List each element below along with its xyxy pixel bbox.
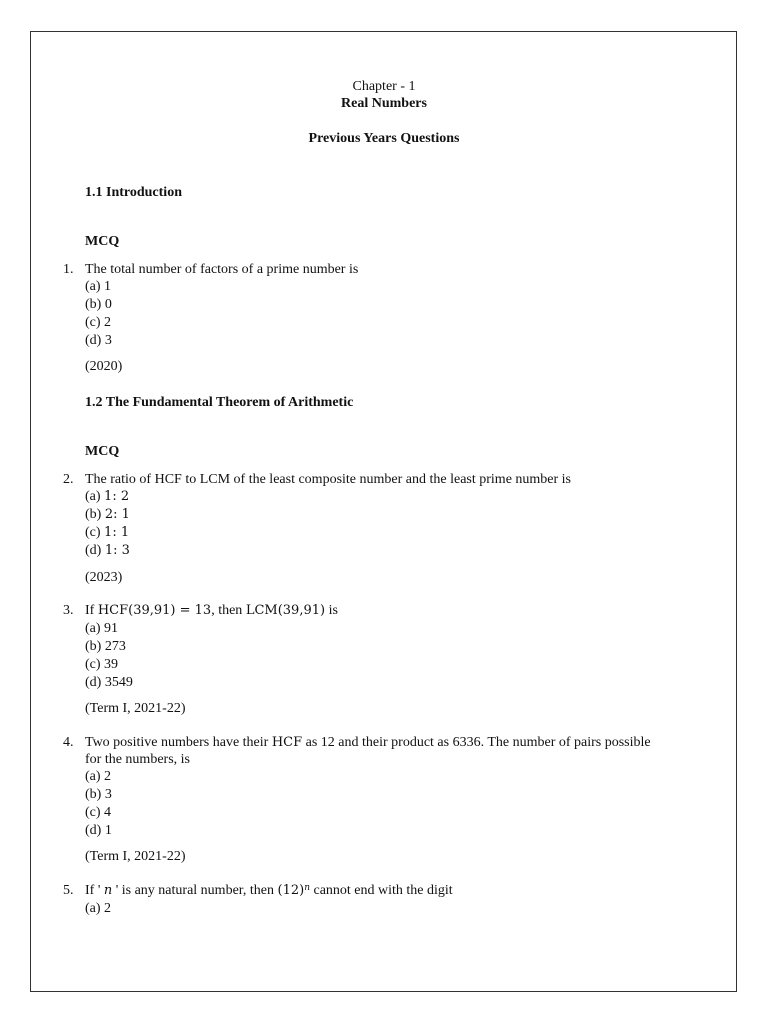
- question-text: The ratio of HCF to LCM of the least composite number and the least prime number is: [85, 472, 572, 487]
- option-b: (b) 0: [85, 297, 112, 312]
- question-text: The total number of factors of a prime number is: [85, 262, 359, 277]
- question-number: 4.: [63, 735, 74, 750]
- chapter-label: Chapter - 1: [352, 79, 416, 94]
- section-heading: 1.2 The Fundamental Theorem of Arithmetic: [85, 395, 354, 410]
- option-d: (d) 1: 3: [85, 543, 130, 558]
- option-b: (b) 3: [85, 787, 112, 802]
- question-text: If ' n ' is any natural number, then $(12)^n$ cannot end with the digit: [85, 883, 453, 898]
- question-number: 3.: [63, 603, 74, 618]
- option-c: (c) 2: [85, 315, 112, 330]
- chapter-title: Real Numbers: [341, 96, 427, 111]
- question-year: (2023): [85, 570, 123, 585]
- question-text-line2: for the numbers, is: [85, 752, 190, 767]
- option-a: (a) 1: [85, 279, 112, 294]
- question-number: 1.: [63, 262, 74, 277]
- section-type-label: MCQ: [85, 234, 120, 249]
- question-text: If HCF(39,91) = 13, then LCM(39,91) is: [85, 603, 338, 618]
- question-number: 5.: [63, 883, 74, 898]
- option-a: (a) 91: [85, 621, 119, 636]
- question-year: (Term I, 2021-22): [85, 849, 186, 864]
- option-d: (d) 3549: [85, 675, 133, 690]
- section-type-label: MCQ: [85, 444, 120, 459]
- option-d: (d) 1: [85, 823, 112, 838]
- section-heading: 1.1 Introduction: [85, 185, 182, 200]
- option-b: (b) 273: [85, 639, 126, 654]
- option-a: (a) 1: 2: [85, 489, 130, 504]
- question-year: (2020): [85, 359, 123, 374]
- option-c: (c) 39: [85, 657, 119, 672]
- option-c: (c) 4: [85, 805, 112, 820]
- option-a: (a) 2: [85, 769, 112, 784]
- option-d: (d) 3: [85, 333, 112, 348]
- question-year: (Term I, 2021-22): [85, 701, 186, 716]
- question-number: 2.: [63, 472, 74, 487]
- option-b: (b) 2: 1: [85, 507, 130, 522]
- option-c: (c) 1: 1: [85, 525, 130, 540]
- option-a: (a) 2: [85, 901, 112, 916]
- question-text: Two positive numbers have their HCF as 12 and their product as 6336. The number of pairs possible: [85, 735, 651, 750]
- page-subtitle: Previous Years Questions: [308, 131, 460, 146]
